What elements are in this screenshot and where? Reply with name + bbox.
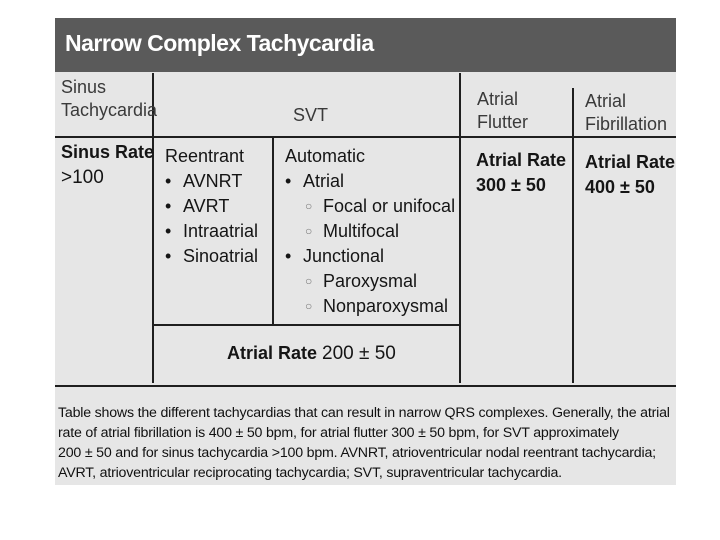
table-title: Narrow Complex Tachycardia — [65, 30, 374, 56]
bullet-icon: • — [165, 171, 172, 191]
svt-rate-label: Atrial Rate — [227, 343, 318, 363]
header-flutter-line2: Flutter — [477, 112, 529, 132]
automatic-junctional-label: Junctional — [303, 246, 385, 266]
atrial-subitem: Multifocal — [323, 221, 400, 241]
scanned-table-page — [55, 18, 676, 485]
fib-rate-cell — [585, 150, 675, 200]
flutter-rate-cell — [476, 148, 566, 198]
svt-rate-rule — [152, 324, 461, 326]
hollow-bullet-icon: ○ — [305, 299, 313, 313]
list-item — [285, 269, 455, 294]
automatic-cell — [285, 144, 455, 319]
hollow-bullet-icon: ○ — [305, 224, 313, 238]
header-sinus-line1: Sinus — [61, 77, 107, 97]
list-item — [285, 169, 455, 194]
flutter-rate-label: Atrial Rate — [476, 150, 567, 170]
divider-flutter-fib — [572, 88, 574, 383]
header-atrial-flutter — [477, 88, 528, 134]
list-item — [165, 194, 258, 219]
reentrant-item: Intraatrial — [183, 221, 259, 241]
caption-line: Table shows the different tachycardias that can result in narrow QRS complexes. Generally, the atrial — [58, 405, 670, 421]
header-atrial-fibrillation — [585, 90, 667, 136]
header-flutter-line1: Atrial — [477, 89, 519, 109]
list-item — [285, 219, 455, 244]
list-item — [165, 169, 258, 194]
caption-line: AVRT, atrioventricular reciprocating tachycardia; SVT, supraventricular tachycardia. — [58, 465, 562, 481]
reentrant-item: AVNRT — [183, 171, 243, 191]
list-item — [165, 244, 258, 269]
automatic-label: Automatic — [285, 146, 366, 166]
bullet-icon: • — [165, 221, 172, 241]
caption-line: 200 ± 50 and for sinus tachycardia >100 bpm. AVNRT, atrioventricular nodal reentrant tachycardia; — [58, 445, 656, 461]
hollow-bullet-icon: ○ — [305, 274, 313, 288]
table-caption — [58, 403, 674, 483]
reentrant-label: Reentrant — [165, 146, 245, 166]
sinus-rate-value: >100 — [61, 167, 104, 188]
caption-line: rate of atrial fibrillation is 400 ± 50 bpm, for atrial flutter 300 ± 50 bpm, for SVT approximately — [58, 425, 619, 441]
automatic-list — [285, 169, 455, 319]
header-sinus-tachycardia — [61, 76, 157, 122]
header-svt: SVT — [293, 105, 329, 125]
bullet-icon: • — [285, 171, 292, 191]
junctional-subitem: Paroxysmal — [323, 271, 418, 291]
sinus-rate-label: Sinus Rate — [61, 142, 155, 162]
fib-rate-label: Atrial Rate — [585, 152, 676, 172]
bullet-icon: • — [165, 196, 172, 216]
reentrant-cell — [165, 144, 258, 269]
divider-svt-flutter — [459, 73, 461, 383]
fib-rate-value: 400 ± 50 — [585, 177, 655, 197]
sinus-rate-cell — [61, 140, 154, 190]
caption-rule — [55, 385, 676, 387]
flutter-rate-value: 300 ± 50 — [476, 175, 546, 195]
svt-rate-cell — [227, 341, 396, 366]
reentrant-list — [165, 169, 258, 269]
list-item — [285, 294, 455, 319]
divider-reentrant-automatic — [272, 138, 274, 324]
header-sinus-line2: Tachycardia — [61, 100, 158, 120]
atrial-subitem: Focal or unifocal — [323, 196, 456, 216]
junctional-subitem: Nonparoxysmal — [323, 296, 449, 316]
title-bar — [55, 18, 676, 72]
bullet-icon: • — [165, 246, 172, 266]
hollow-bullet-icon: ○ — [305, 199, 313, 213]
automatic-atrial-label: Atrial — [303, 171, 345, 191]
list-item — [285, 194, 455, 219]
reentrant-item: AVRT — [183, 196, 230, 216]
header-fib-line1: Atrial — [585, 91, 627, 111]
bullet-icon: • — [285, 246, 292, 266]
list-item — [165, 219, 258, 244]
svt-rate-value: 200 ± 50 — [322, 343, 396, 364]
header-rule — [55, 136, 676, 138]
list-item — [285, 244, 455, 269]
reentrant-item: Sinoatrial — [183, 246, 259, 266]
header-fib-line2: Fibrillation — [585, 114, 668, 134]
